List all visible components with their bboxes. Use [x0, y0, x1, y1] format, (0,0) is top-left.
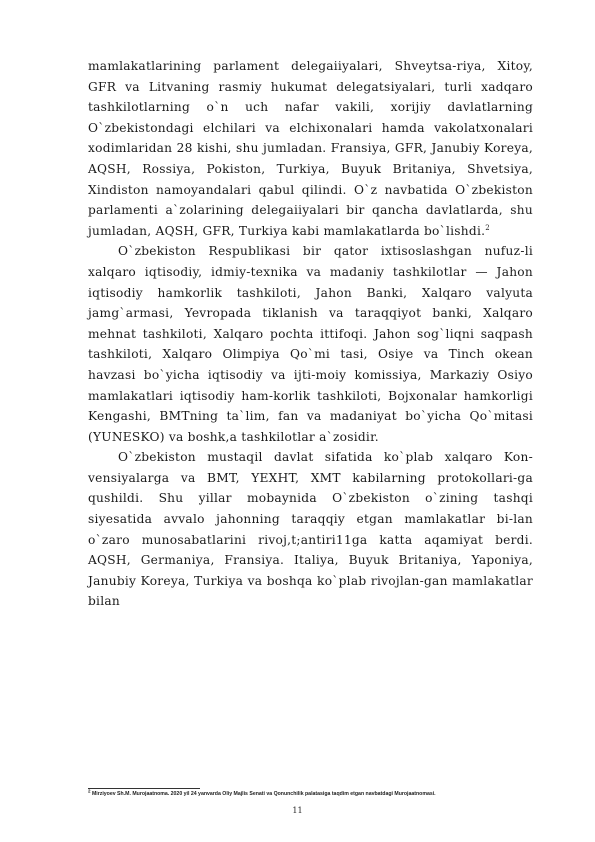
paragraph-3-text: O`zbekiston mustaqil davlat sifatida ko`plab xalqaro Kon-vensiyalarga va BMT, YEXHT, XMT kabilarning protokollari-ga qushildi. Shu yillar mobaynida O`zbekiston o`zining tashqi siyesatida avvalo jahonning taraqqiy etgan mamlakatlar bi-lan o`zaro munosabatlarini rivoj,t;antiri11ga katta aqamiyat berdi. AQSH, Germaniya, Fransiya. Italiya, Buyuk Britaniya, Yaponiya, Janubiy Koreya, Turkiya va boshqa ko`plab rivojlan-gan mamlakatlar bilan	[88, 450, 533, 609]
footnote-divider	[88, 788, 200, 789]
footnote-reference[interactable]: 2	[485, 223, 490, 232]
paragraph-1	[88, 56, 533, 241]
footnote	[88, 790, 533, 798]
footnote-text: Mirziyoev Sh.M. Murojaatnoma. 2020 yil 24 yanvarda Oliy Majlis Senati va Qonunchilik palatasiga taqdim etgan navbatdagi Murojaatnomasi.	[91, 791, 436, 797]
paragraph-2-text: O`zbekiston Respublikasi bir qator ixtisoslashgan nufuz-li xalqaro iqtisodiy, idmiy-texnika va madaniy tashkilotlar — Jahon iqtisodiy hamkorlik tashkiloti, Jahon Banki, Xalqaro valyuta jamg`armasi, Yevropada tiklanish va taraqqiyot banki, Xalqaro mehnat tashkiloti, Xalqaro pochta ittifoqi. Jahon sog`liqni saqpash tashkiloti, Xalqaro Olimpiya Qo`mi tasi, Osiye va Tinch okean havzasi bo`yicha iqtisodiy va ijti-moiy komissiya, Markaziy Osiyo mamlakatlari iqtisodiy ham-korlik tashkiloti, Bojxonalar hamkorligi Kengashi, BMTning ta`lim, fan va madaniyat bo`yicha Qo`mitasi (YUNESKO) va boshk,a tashkilotlar a`zosidir.	[88, 244, 533, 444]
paragraph-2	[88, 241, 533, 447]
page-body	[88, 56, 533, 612]
footnote-marker: 2	[88, 788, 91, 794]
paragraph-3	[88, 447, 533, 612]
paragraph-1-text: mamlakatlarining parlament delegaiiyalari, Shveytsa-riya, Xitoy, GFR va Litvaning rasmiy hukumat delegatsiyalari, turli xadqaro tashkilotlarning o`n uch nafar vakili, xorijiy davlatlarning O`zbekistondagi elchilari va elchixonalari hamda vakolatxonalari xodimlaridan 28 kishi, shu jumladan. Fransiya, GFR, Janubiy Koreya, AQSH, Rossiya, Pokiston, Turkiya, Buyuk Britaniya, Shvetsiya, Xindiston namoyandalari qabul qilindi. O`z navbatida O`zbekiston parlamenti a`zolarining delegaiiyalari bir qancha davlatlarda, shu jumladan, AQSH, GFR, Turkiya kabi mamlakatlarda bo`lishdi.	[88, 59, 533, 238]
page-number: 11	[292, 806, 303, 815]
